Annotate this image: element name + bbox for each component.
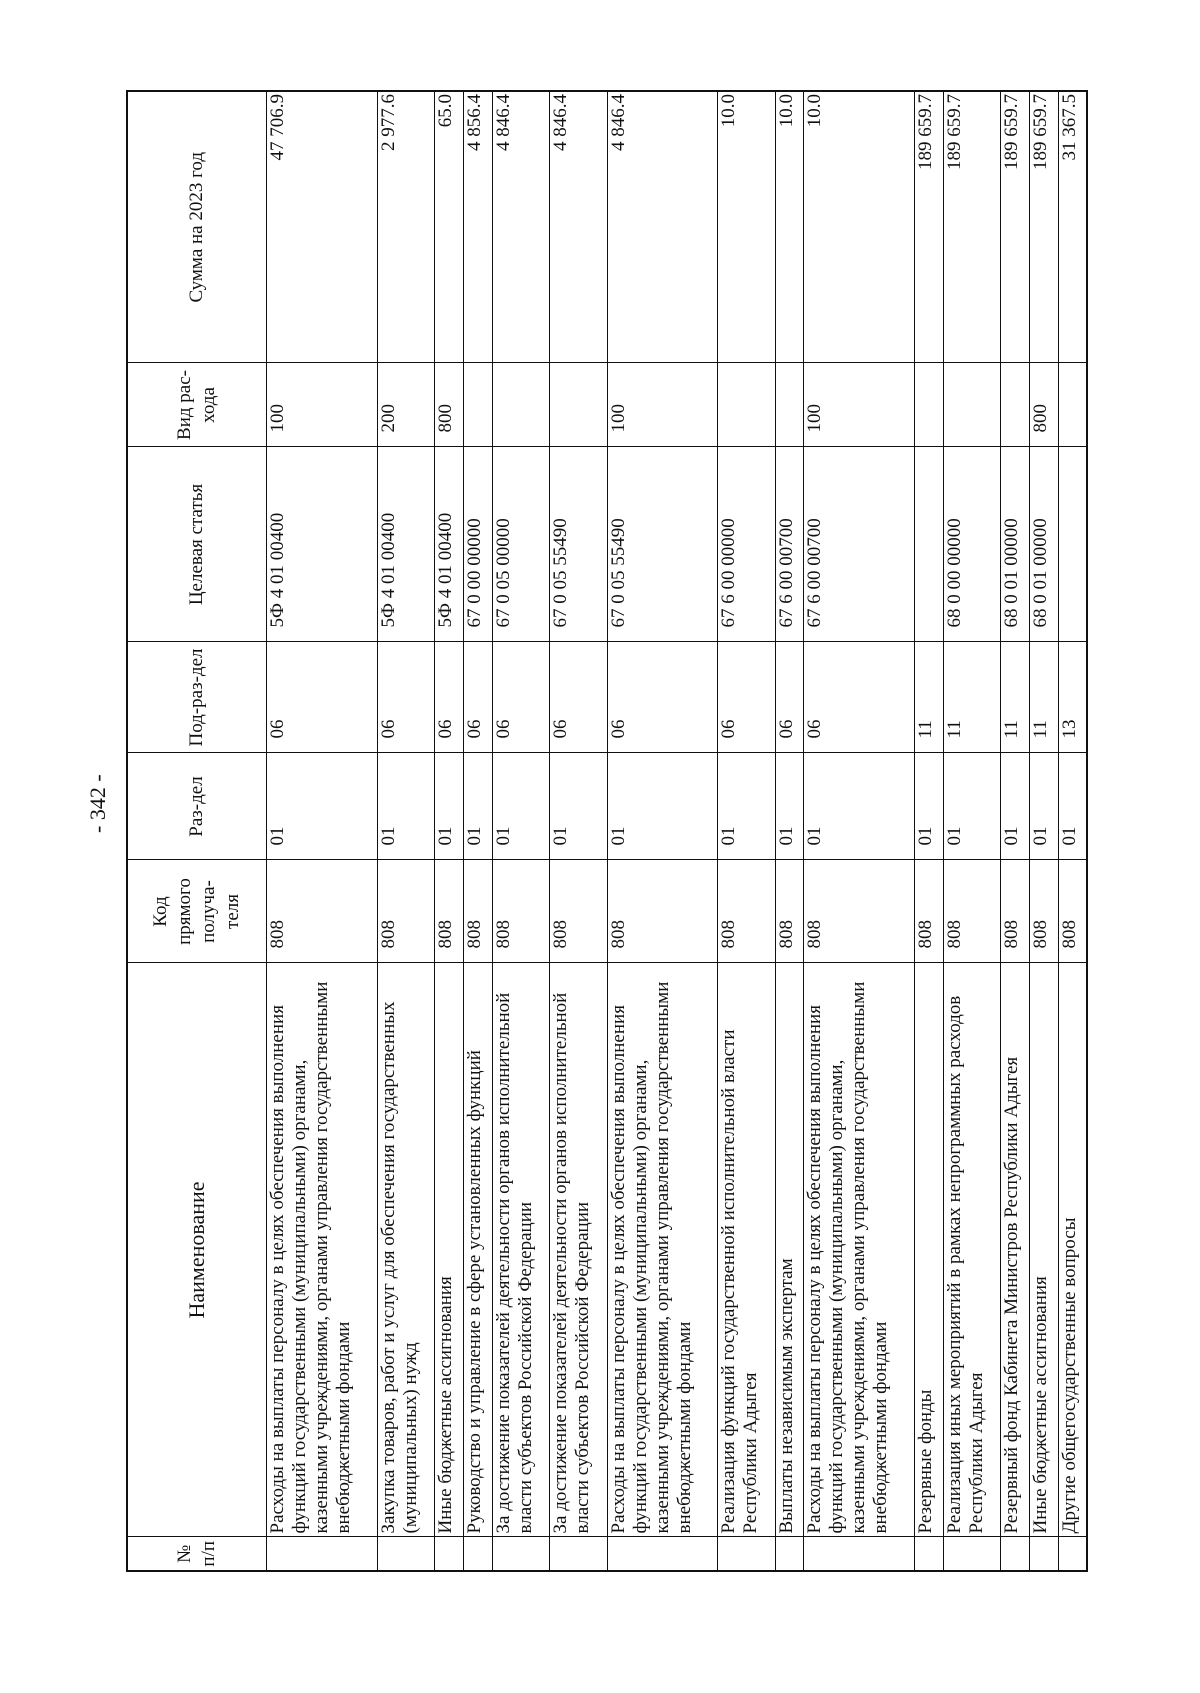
cell-recipient: 808 — [775, 860, 804, 963]
cell-amount: 2 977.6 — [377, 91, 435, 363]
cell-amount: 47 706.9 — [267, 91, 378, 363]
cell-recipient: 808 — [267, 860, 378, 963]
cell-expense — [550, 363, 608, 447]
cell-expense: 800 — [1029, 363, 1058, 447]
cell-subsection: 06 — [804, 642, 915, 753]
cell-section: 01 — [377, 753, 435, 860]
table-header-row — [127, 91, 267, 1571]
cell-name: Расходы на выплаты персоналу в целях обеспечения выполнения функций государственными (муниципальными) органами, казенными учреждениями, органами управления государственными внебюджетными фондами — [804, 963, 915, 1537]
cell-num — [718, 1537, 776, 1571]
cell-name: Резервные фонды — [914, 963, 943, 1537]
cell-section: 01 — [607, 753, 718, 860]
cell-target: 67 0 00 00000 — [463, 447, 492, 642]
cell-section: 01 — [1058, 753, 1087, 860]
cell-target: 68 0 01 00000 — [1029, 447, 1058, 642]
cell-target: 67 6 00 00700 — [804, 447, 915, 642]
cell-recipient: 808 — [718, 860, 776, 963]
table-row — [435, 91, 464, 1571]
cell-name: За достижение показателей деятельности органов исполнительной власти субъектов Российской Федерации — [550, 963, 608, 1537]
cell-target: 67 0 05 55490 — [550, 447, 608, 642]
cell-num — [463, 1537, 492, 1571]
cell-subsection: 06 — [435, 642, 464, 753]
cell-num — [607, 1537, 718, 1571]
cell-amount: 10.0 — [804, 91, 915, 363]
cell-amount: 189 659.7 — [1001, 91, 1030, 363]
cell-expense: 200 — [377, 363, 435, 447]
cell-section: 01 — [943, 753, 1001, 860]
cell-section: 01 — [492, 753, 550, 860]
cell-subsection: 13 — [1058, 642, 1087, 753]
cell-subsection: 11 — [943, 642, 1001, 753]
cell-section: 01 — [914, 753, 943, 860]
cell-expense — [463, 363, 492, 447]
cell-recipient: 808 — [435, 860, 464, 963]
cell-subsection: 06 — [463, 642, 492, 753]
cell-expense: 100 — [804, 363, 915, 447]
cell-expense — [943, 363, 1001, 447]
cell-section: 01 — [1029, 753, 1058, 860]
page-number: - 342 - — [85, 774, 110, 833]
cell-target: 68 0 01 00000 — [1001, 447, 1030, 642]
cell-target: 68 0 00 00000 — [943, 447, 1001, 642]
cell-expense — [1001, 363, 1030, 447]
cell-section: 01 — [267, 753, 378, 860]
cell-name: Иные бюджетные ассигнования — [435, 963, 464, 1537]
cell-section: 01 — [804, 753, 915, 860]
cell-num — [914, 1537, 943, 1571]
table-row — [1058, 91, 1087, 1571]
cell-section: 01 — [435, 753, 464, 860]
cell-section: 01 — [775, 753, 804, 860]
rotated-table-wrapper — [126, 92, 1088, 1572]
table-row — [463, 91, 492, 1571]
cell-section: 01 — [718, 753, 776, 860]
cell-num — [775, 1537, 804, 1571]
table-row — [492, 91, 550, 1571]
header-subsection: Под-раз-дел — [127, 642, 267, 753]
table-row — [775, 91, 804, 1571]
cell-amount: 189 659.7 — [1029, 91, 1058, 363]
cell-name: Руководство и управление в сфере установленных функций — [463, 963, 492, 1537]
cell-name: Резервный фонд Кабинета Министров Республики Адыгея — [1001, 963, 1030, 1537]
cell-subsection: 11 — [1001, 642, 1030, 753]
table-row — [550, 91, 608, 1571]
table-row — [804, 91, 915, 1571]
cell-subsection: 06 — [492, 642, 550, 753]
table-row — [943, 91, 1001, 1571]
cell-name: Закупка товаров, работ и услуг для обеспечения государственных (муниципальных) нужд — [377, 963, 435, 1537]
table-row — [607, 91, 718, 1571]
cell-amount: 4 846.4 — [607, 91, 718, 363]
cell-expense — [492, 363, 550, 447]
cell-name: Выплаты независимым экспертам — [775, 963, 804, 1537]
budget-table — [126, 90, 1088, 1572]
cell-target: 5Ф 4 01 00400 — [267, 447, 378, 642]
cell-target: 67 0 05 55490 — [607, 447, 718, 642]
cell-section: 01 — [1001, 753, 1030, 860]
cell-amount: 10.0 — [775, 91, 804, 363]
table-row — [377, 91, 435, 1571]
cell-amount: 189 659.7 — [943, 91, 1001, 363]
cell-target: 67 6 00 00000 — [718, 447, 776, 642]
table-row — [1001, 91, 1030, 1571]
cell-num — [492, 1537, 550, 1571]
cell-recipient: 808 — [1058, 860, 1087, 963]
cell-expense — [718, 363, 776, 447]
header-target: Целевая статья — [127, 447, 267, 642]
cell-subsection: 11 — [914, 642, 943, 753]
cell-name: Расходы на выплаты персоналу в целях обеспечения выполнения функций государственными (муниципальными) органами, казенными учреждениями, органами управления государственными внебюджетными фондами — [267, 963, 378, 1537]
cell-num — [1029, 1537, 1058, 1571]
cell-recipient: 808 — [607, 860, 718, 963]
cell-recipient: 808 — [804, 860, 915, 963]
table-row — [718, 91, 776, 1571]
cell-amount: 4 856.4 — [463, 91, 492, 363]
cell-amount: 31 367.5 — [1058, 91, 1087, 363]
cell-num — [267, 1537, 378, 1571]
header-amount: Сумма на 2023 год — [127, 91, 267, 363]
cell-subsection: 06 — [775, 642, 804, 753]
cell-expense: 100 — [607, 363, 718, 447]
cell-amount: 4 846.4 — [550, 91, 608, 363]
cell-amount: 10.0 — [718, 91, 776, 363]
cell-expense: 800 — [435, 363, 464, 447]
cell-section: 01 — [463, 753, 492, 860]
cell-recipient: 808 — [492, 860, 550, 963]
cell-subsection: 06 — [718, 642, 776, 753]
cell-num — [435, 1537, 464, 1571]
cell-subsection: 06 — [377, 642, 435, 753]
cell-name: Иные бюджетные ассигнования — [1029, 963, 1058, 1537]
header-section: Раз-дел — [127, 753, 267, 860]
cell-subsection: 11 — [1029, 642, 1058, 753]
cell-amount: 65.0 — [435, 91, 464, 363]
cell-name: Реализация функций государственной исполнительной власти Республики Адыгея — [718, 963, 776, 1537]
cell-recipient: 808 — [1029, 860, 1058, 963]
cell-subsection: 06 — [607, 642, 718, 753]
cell-recipient: 808 — [1001, 860, 1030, 963]
header-num: № п/п — [127, 1537, 267, 1571]
cell-target — [914, 447, 943, 642]
header-name: Наименование — [127, 963, 267, 1537]
cell-subsection: 06 — [267, 642, 378, 753]
cell-target: 5Ф 4 01 00400 — [377, 447, 435, 642]
table-row — [1029, 91, 1058, 1571]
cell-expense — [914, 363, 943, 447]
cell-name: Реализация иных мероприятий в рамках непрограммных расходов Республики Адыгея — [943, 963, 1001, 1537]
cell-recipient: 808 — [550, 860, 608, 963]
cell-expense: 100 — [267, 363, 378, 447]
cell-amount: 189 659.7 — [914, 91, 943, 363]
cell-recipient: 808 — [377, 860, 435, 963]
table-row — [914, 91, 943, 1571]
cell-num — [1001, 1537, 1030, 1571]
cell-num — [943, 1537, 1001, 1571]
cell-recipient: 808 — [943, 860, 1001, 963]
cell-name: За достижение показателей деятельности органов исполнительной власти субъектов Российской Федерации — [492, 963, 550, 1537]
cell-num — [550, 1537, 608, 1571]
cell-expense — [1058, 363, 1087, 447]
cell-name: Расходы на выплаты персоналу в целях обеспечения выполнения функций государственными (муниципальными) органами, казенными учреждениями, органами управления государственными внебюджетными фондами — [607, 963, 718, 1537]
cell-expense — [775, 363, 804, 447]
cell-num — [1058, 1537, 1087, 1571]
cell-target — [1058, 447, 1087, 642]
cell-target: 67 6 00 00700 — [775, 447, 804, 642]
cell-target: 67 0 05 00000 — [492, 447, 550, 642]
cell-section: 01 — [550, 753, 608, 860]
cell-amount: 4 846.4 — [492, 91, 550, 363]
table-row — [267, 91, 378, 1571]
cell-name: Другие общегосударственные вопросы — [1058, 963, 1087, 1537]
cell-num — [804, 1537, 915, 1571]
cell-target: 5Ф 4 01 00400 — [435, 447, 464, 642]
cell-subsection: 06 — [550, 642, 608, 753]
header-recipient-code: Код прямого получа-теля — [127, 860, 267, 963]
cell-recipient: 808 — [914, 860, 943, 963]
cell-recipient: 808 — [463, 860, 492, 963]
header-expense-type: Вид рас-хода — [127, 363, 267, 447]
cell-num — [377, 1537, 435, 1571]
